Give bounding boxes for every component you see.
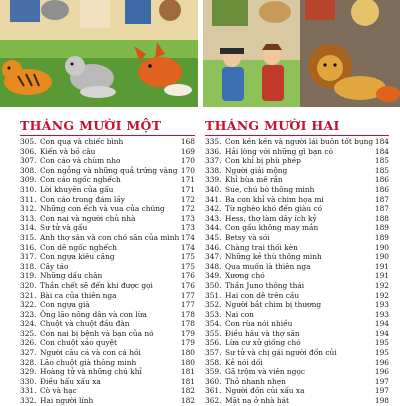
story-number: 309. [20,175,37,185]
story-title: Mặt nạ ở nhà hát [225,396,290,406]
page-number: 193 [374,309,389,319]
page-number: 195 [374,338,389,348]
story-title: Sư tử và gấu [40,223,88,233]
story-title: Những kẻ thù thông minh [225,252,322,262]
story-number: 361. [205,386,222,396]
story-entry [20,310,195,320]
story-entry [205,329,389,339]
month-heading: THÁNG MƯỜI MỘT [20,118,195,136]
story-title: Ông lão nông dân và con lừa [40,309,147,319]
story-title: Hải lòng với những gì bạn có [225,146,333,156]
story-title: Thần Juno thông thái [225,280,305,290]
page-number: 191 [374,261,389,271]
story-title: Từ nghèo khó đến giàu có [225,204,323,214]
page-number: 170 [180,165,195,175]
story-title: Kẻ nói dối [225,357,263,367]
story-title: Cò và hạc [40,386,77,396]
story-entry [205,386,389,396]
story-title: Thỏ nhanh nhẹn [225,376,286,386]
story-entry [20,195,195,205]
story-number: 336. [205,146,222,156]
story-number: 360. [205,376,222,386]
story-number: 325. [20,328,37,338]
story-entry [205,367,389,377]
page-number: 184 [374,137,389,146]
story-title: Lão chuột già thông minh [40,357,137,367]
story-number: 339. [205,175,222,185]
story-entry [20,262,195,272]
story-title: Con nai và người chủ nhà [40,213,136,223]
story-number: 329. [20,367,37,377]
story-number: 305. [20,137,37,146]
page-number: 180 [180,357,195,367]
page-number: 170 [180,156,195,166]
story-title: Con dê ngốc nghếch [40,242,117,252]
page-number: 187 [374,194,389,204]
story-entry [20,386,195,396]
story-title: Con gấu không may mắn [225,223,319,233]
story-entry [205,223,389,233]
story-title: Cây táo [40,261,69,271]
page-number: 191 [374,271,389,281]
story-number: 320. [20,280,37,290]
story-entry [205,214,389,224]
page-number: 189 [374,223,389,233]
page-number: 179 [180,338,195,348]
story-entry [205,377,389,387]
story-entry [20,233,195,243]
story-title: Hoàng tử và những chú khỉ [40,367,142,377]
story-number: 349. [205,271,222,281]
month-heading: THÁNG MƯỜI HAI [205,118,389,136]
story-number: 308. [20,165,37,175]
page-number: 186 [374,184,389,194]
story-number: 351. [205,290,222,300]
page-number: 182 [180,386,195,396]
page-number: 177 [180,290,195,300]
story-number: 347. [205,252,222,262]
story-entry [205,243,389,253]
story-number: 337. [205,156,222,166]
story-entry [205,166,389,176]
story-title: Con cáo trong đám lầy [40,194,125,204]
page-number: 172 [180,194,195,204]
story-entry [20,367,195,377]
page-number: 186 [374,175,389,185]
story-entry [205,358,389,368]
story-title: Hai người lính [40,396,94,406]
story-number: 322. [20,300,37,310]
page-number: 174 [180,242,195,252]
story-entry [20,137,195,147]
page-number: 184 [374,146,389,156]
story-entry [20,156,195,166]
story-title: Những dấu chân [40,271,103,281]
story-title: Con kền kền và người lái buôn tốt bụng [225,137,373,146]
november-column [20,118,195,406]
page-number: 185 [374,156,389,166]
story-number: 314. [20,223,37,233]
story-entry [20,214,195,224]
page-number: 198 [374,396,389,406]
story-list [205,137,389,406]
page-number: 178 [180,319,195,329]
page-number: 171 [180,184,195,194]
story-number: 312. [20,204,37,214]
story-entry [20,281,195,291]
story-title: Betsy và sói [225,232,270,242]
story-title: Anh thợ săn và con chó săn của mình [40,232,179,242]
story-number: 313. [20,213,37,223]
story-entry [205,262,389,272]
story-number: 356. [205,338,222,348]
story-number: 321. [20,290,37,300]
story-entry [205,396,389,406]
page-number: 179 [180,328,195,338]
story-number: 346. [205,242,222,252]
story-title: Nai con [225,309,254,319]
page-number: 173 [180,213,195,223]
story-number: 316. [20,242,37,252]
story-title: Sue, chú bò thông minh [225,184,315,194]
story-entry [205,147,389,157]
page-number: 187 [374,204,389,214]
story-number: 315. [20,232,37,242]
story-title: Chàng trai thối kèn [225,242,298,252]
story-title: Con chuột xảo quyệt [40,338,118,348]
story-number: 338. [205,165,222,175]
story-entry [20,166,195,176]
story-number: 318. [20,261,37,271]
story-entry [20,348,195,358]
story-entry [205,185,389,195]
story-title: Bài ca của thiên nga [40,290,117,300]
story-title: Con ngỗng và những quả trứng vàng [40,165,178,175]
page-number: 190 [374,252,389,262]
story-entry [205,291,389,301]
page-number: 181 [180,367,195,377]
story-number: 343. [205,213,222,223]
story-number: 358. [205,357,222,367]
story-entry [20,300,195,310]
story-entry [20,147,195,157]
page-number: 196 [374,357,389,367]
story-title: Người giải mộng [225,165,288,175]
story-number: 352. [205,300,222,310]
story-number: 354. [205,319,222,329]
page-number: 192 [374,290,389,300]
panel-gutter [198,0,203,107]
story-title: Những con ếch và vua của chúng [40,204,165,214]
story-entry [205,338,389,348]
story-number: 311. [20,194,37,204]
story-title: Lừa cư xử giống chó [225,338,301,348]
story-entry [205,233,389,243]
story-number: 335. [205,137,222,146]
story-number: 330. [20,376,37,386]
story-number: 353. [205,309,222,319]
page-number: 185 [374,165,389,175]
story-entry [205,310,389,320]
story-title: Người bắt chim bị thương [225,300,322,310]
story-title: Sư tử và chị gái người đốn củi [225,348,337,358]
story-entry [205,300,389,310]
page-number: 182 [180,396,195,406]
story-entry [20,204,195,214]
story-number: 317. [20,252,37,262]
story-number: 324. [20,319,37,329]
story-entry [20,271,195,281]
story-number: 328. [20,357,37,367]
story-number: 342. [205,204,222,214]
story-entry [20,396,195,406]
illustration-strip [0,0,400,107]
page-number: 192 [374,280,389,290]
story-title: Chuột và chuột đầu đàn [40,319,130,329]
story-number: 359. [205,367,222,377]
page-number: 175 [180,261,195,271]
story-list [20,137,195,406]
story-entry [205,195,389,205]
story-number: 323. [20,309,37,319]
story-title: Khỉ bùa mê rắn [225,175,283,185]
story-title: Xương chó [225,271,265,281]
page-number: 194 [374,319,389,329]
story-number: 355. [205,328,222,338]
story-title: Con cáo ngốc nghếch [40,175,121,185]
page-number: 193 [374,300,389,310]
page-number: 196 [374,367,389,377]
story-entry [205,156,389,166]
story-title: Con quạ và chiếc bình [40,137,124,146]
story-title: Lời khuyên của gấu [40,184,114,194]
page-number: 171 [180,175,195,185]
story-title: Con ngựa kiêu căng [40,252,115,262]
page-number: 197 [374,376,389,386]
story-entry [205,204,389,214]
story-entry [205,252,389,262]
story-title: Kiến và bồ câu [40,146,96,156]
story-number: 348. [205,261,222,271]
story-entry [205,271,389,281]
story-entry [20,223,195,233]
story-entry [20,338,195,348]
story-title: Ba con khỉ và chim họa mi [225,194,324,204]
story-title: Con ngựa già [40,300,90,310]
story-number: 306. [20,146,37,156]
story-title: Con khỉ bị phù phép [225,156,301,166]
page-number: 197 [374,386,389,396]
story-number: 332. [20,396,37,406]
story-number: 327. [20,348,37,358]
story-number: 344. [205,223,222,233]
page-number: 195 [374,348,389,358]
story-entry [205,137,389,147]
december-column [205,118,389,406]
page-number: 172 [180,204,195,214]
story-entry [20,329,195,339]
story-entry [20,252,195,262]
story-title: Người đồn củi xấu xa [225,386,305,396]
story-number: 345. [205,232,222,242]
page-number: 176 [180,271,195,281]
story-entry [20,377,195,387]
page-number: 173 [180,223,195,233]
page-number: 175 [180,252,195,262]
page-number: 176 [180,280,195,290]
page-number: 190 [374,242,389,252]
story-entry [20,319,195,329]
story-number: 326. [20,338,37,348]
story-title: Hess, thợ làm dây ích kỷ [225,213,317,223]
story-title: Con nai bị bệnh và bạn của nó [40,328,154,338]
page-number: 181 [180,376,195,386]
story-title: Điều hâu và thợ săn [225,328,300,338]
story-number: 341. [205,194,222,204]
story-title: Gã trộm và viên ngọc [225,367,306,377]
page-number: 188 [374,213,389,223]
page-number: 174 [180,232,195,242]
story-number: 331. [20,386,37,396]
page-number: 169 [180,146,195,156]
story-number: 307. [20,156,37,166]
story-title: Thần chết sẽ đến khi được gọi [40,280,153,290]
story-entry [20,291,195,301]
page-number: 178 [180,309,195,319]
story-number: 362. [205,396,222,406]
story-entry [20,175,195,185]
story-title: Điều hấu xấu xa [40,376,101,386]
story-entry [205,281,389,291]
story-entry [20,185,195,195]
page-number: 189 [374,232,389,242]
story-number: 310. [20,184,37,194]
story-title: Con rùa nói nhiều [225,319,293,329]
story-title: Người câu cá và con cá hồi [40,348,141,358]
story-number: 357. [205,348,222,358]
story-entry [20,243,195,253]
story-entry [205,175,389,185]
story-entry [205,348,389,358]
story-number: 319. [20,271,37,281]
story-title: Qua muốn là thiên nga [225,261,311,271]
page-number: 168 [180,137,195,146]
story-title: Hai con dê trên cầu [225,290,300,300]
story-number: 350. [205,280,222,290]
story-entry [20,358,195,368]
story-entry [205,319,389,329]
story-title: Con cáo và chùm nho [40,156,121,166]
page-number: 180 [180,348,195,358]
page-number: 194 [374,328,389,338]
small-fox-illustration [376,86,400,102]
page-number: 177 [180,300,195,310]
story-number: 340. [205,184,222,194]
